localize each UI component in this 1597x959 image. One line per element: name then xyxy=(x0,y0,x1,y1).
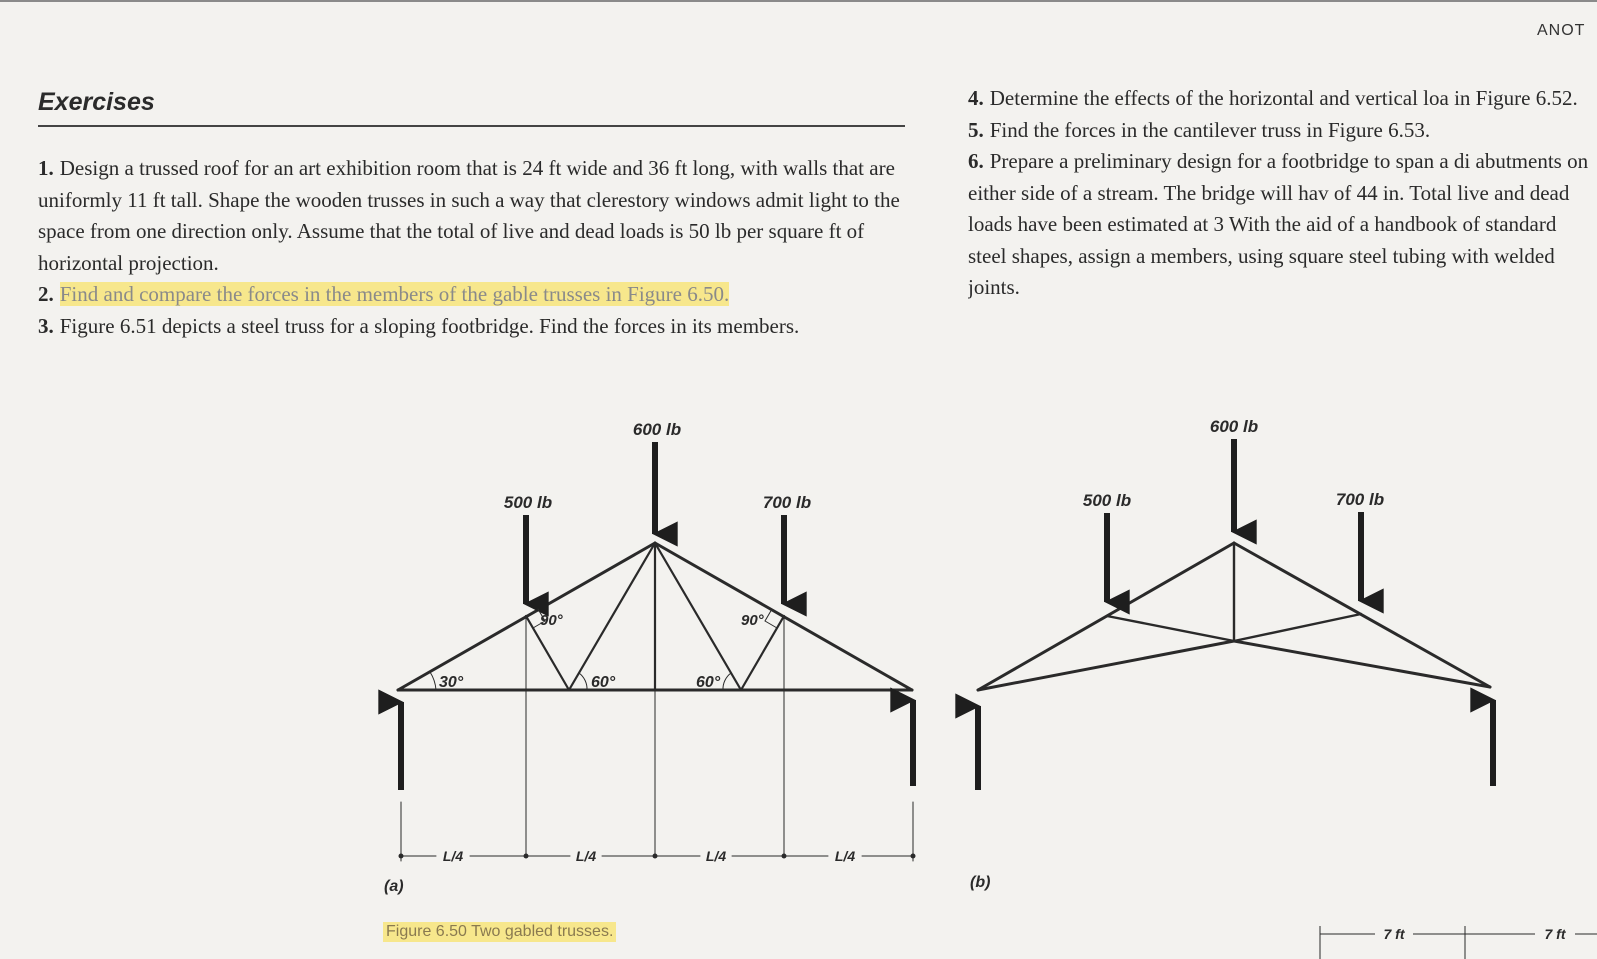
exercise-text: Figure 6.51 depicts a steel truss for a sloping footbridge. Find the forces in its members. xyxy=(59,313,800,338)
truss-a-guides xyxy=(401,616,913,861)
span-label: L/4 xyxy=(575,848,597,864)
highlighted-exercise-text: Find and compare the forces in the members of the gable trusses in Figure 6.50. xyxy=(59,282,730,306)
bottom-chord-left xyxy=(978,641,1234,690)
web-member xyxy=(1234,614,1361,641)
angle-label: 60° xyxy=(696,674,721,691)
figure-tag: (a) xyxy=(384,878,404,895)
figure-tag: (b) xyxy=(970,874,991,891)
angle-label: 90° xyxy=(741,612,764,629)
running-header: ANOT xyxy=(1537,22,1586,39)
truss-a xyxy=(398,442,916,861)
web-member xyxy=(1107,616,1234,641)
exercise-number: 1. xyxy=(38,156,54,180)
load-label: 700 lb xyxy=(1335,490,1385,509)
angle-arc xyxy=(430,672,436,690)
span-label: 7 ft xyxy=(1544,926,1566,942)
angle-label: 60° xyxy=(591,674,616,691)
exercise-text: Prepare a preliminary design for a footbridge to span a di abutments on either side of a stream. The bridge will hav of 44 in. Total live and dead loads have been estimated at 3 With the aid of a handbook of standard steel shapes, assign a members, using square steel tubing with welded joints. xyxy=(968,149,1589,299)
span-label: L/4 xyxy=(705,848,727,864)
section-title: Exercises xyxy=(38,88,155,116)
web-member xyxy=(655,543,741,690)
exercise-number: 5. xyxy=(968,117,984,142)
web-member xyxy=(569,543,655,690)
load-label: 500 lb xyxy=(1082,491,1132,510)
angle-arc xyxy=(579,673,587,690)
exercise-number: 3. xyxy=(38,313,54,338)
exercise-number: 2. xyxy=(38,282,54,306)
load-label: 600 lb xyxy=(1209,417,1259,436)
exercise-number: 4. xyxy=(968,86,984,110)
figure-caption: Figure 6.50 Two gabled trusses. xyxy=(383,922,616,942)
span-label: L/4 xyxy=(834,848,856,864)
load-label: 500 lb xyxy=(503,493,553,512)
span-label: L/4 xyxy=(442,848,464,864)
truss-b xyxy=(978,439,1493,790)
angle-arc xyxy=(723,673,731,690)
truss-a-load-arrows xyxy=(401,442,913,790)
load-label: 700 lb xyxy=(762,493,812,512)
span-label: 7 ft xyxy=(1383,926,1405,942)
angle-label: 30° xyxy=(439,674,464,691)
truss-b-load-arrows xyxy=(978,439,1493,790)
load-label: 600 lb xyxy=(632,420,682,439)
angle-label: 90° xyxy=(540,612,563,629)
exercise-text: Find the forces in the cantilever truss in Figure 6.53. xyxy=(989,117,1431,142)
exercise-text: Design a trussed roof for an art exhibition room that is 24 ft wide and 36 ft long, with walls that are uniformly 11 ft tall. Shape the wooden trusses in such a way that clerestory windows admit light to the space from one direction only. Assume that the total of live and dead loads is 50 lb per square ft of horizontal projection. xyxy=(38,156,900,275)
exercise-number: 6. xyxy=(968,149,984,173)
exercise-text: Determine the effects of the horizontal and vertical loa in Figure 6.52. xyxy=(989,86,1578,110)
